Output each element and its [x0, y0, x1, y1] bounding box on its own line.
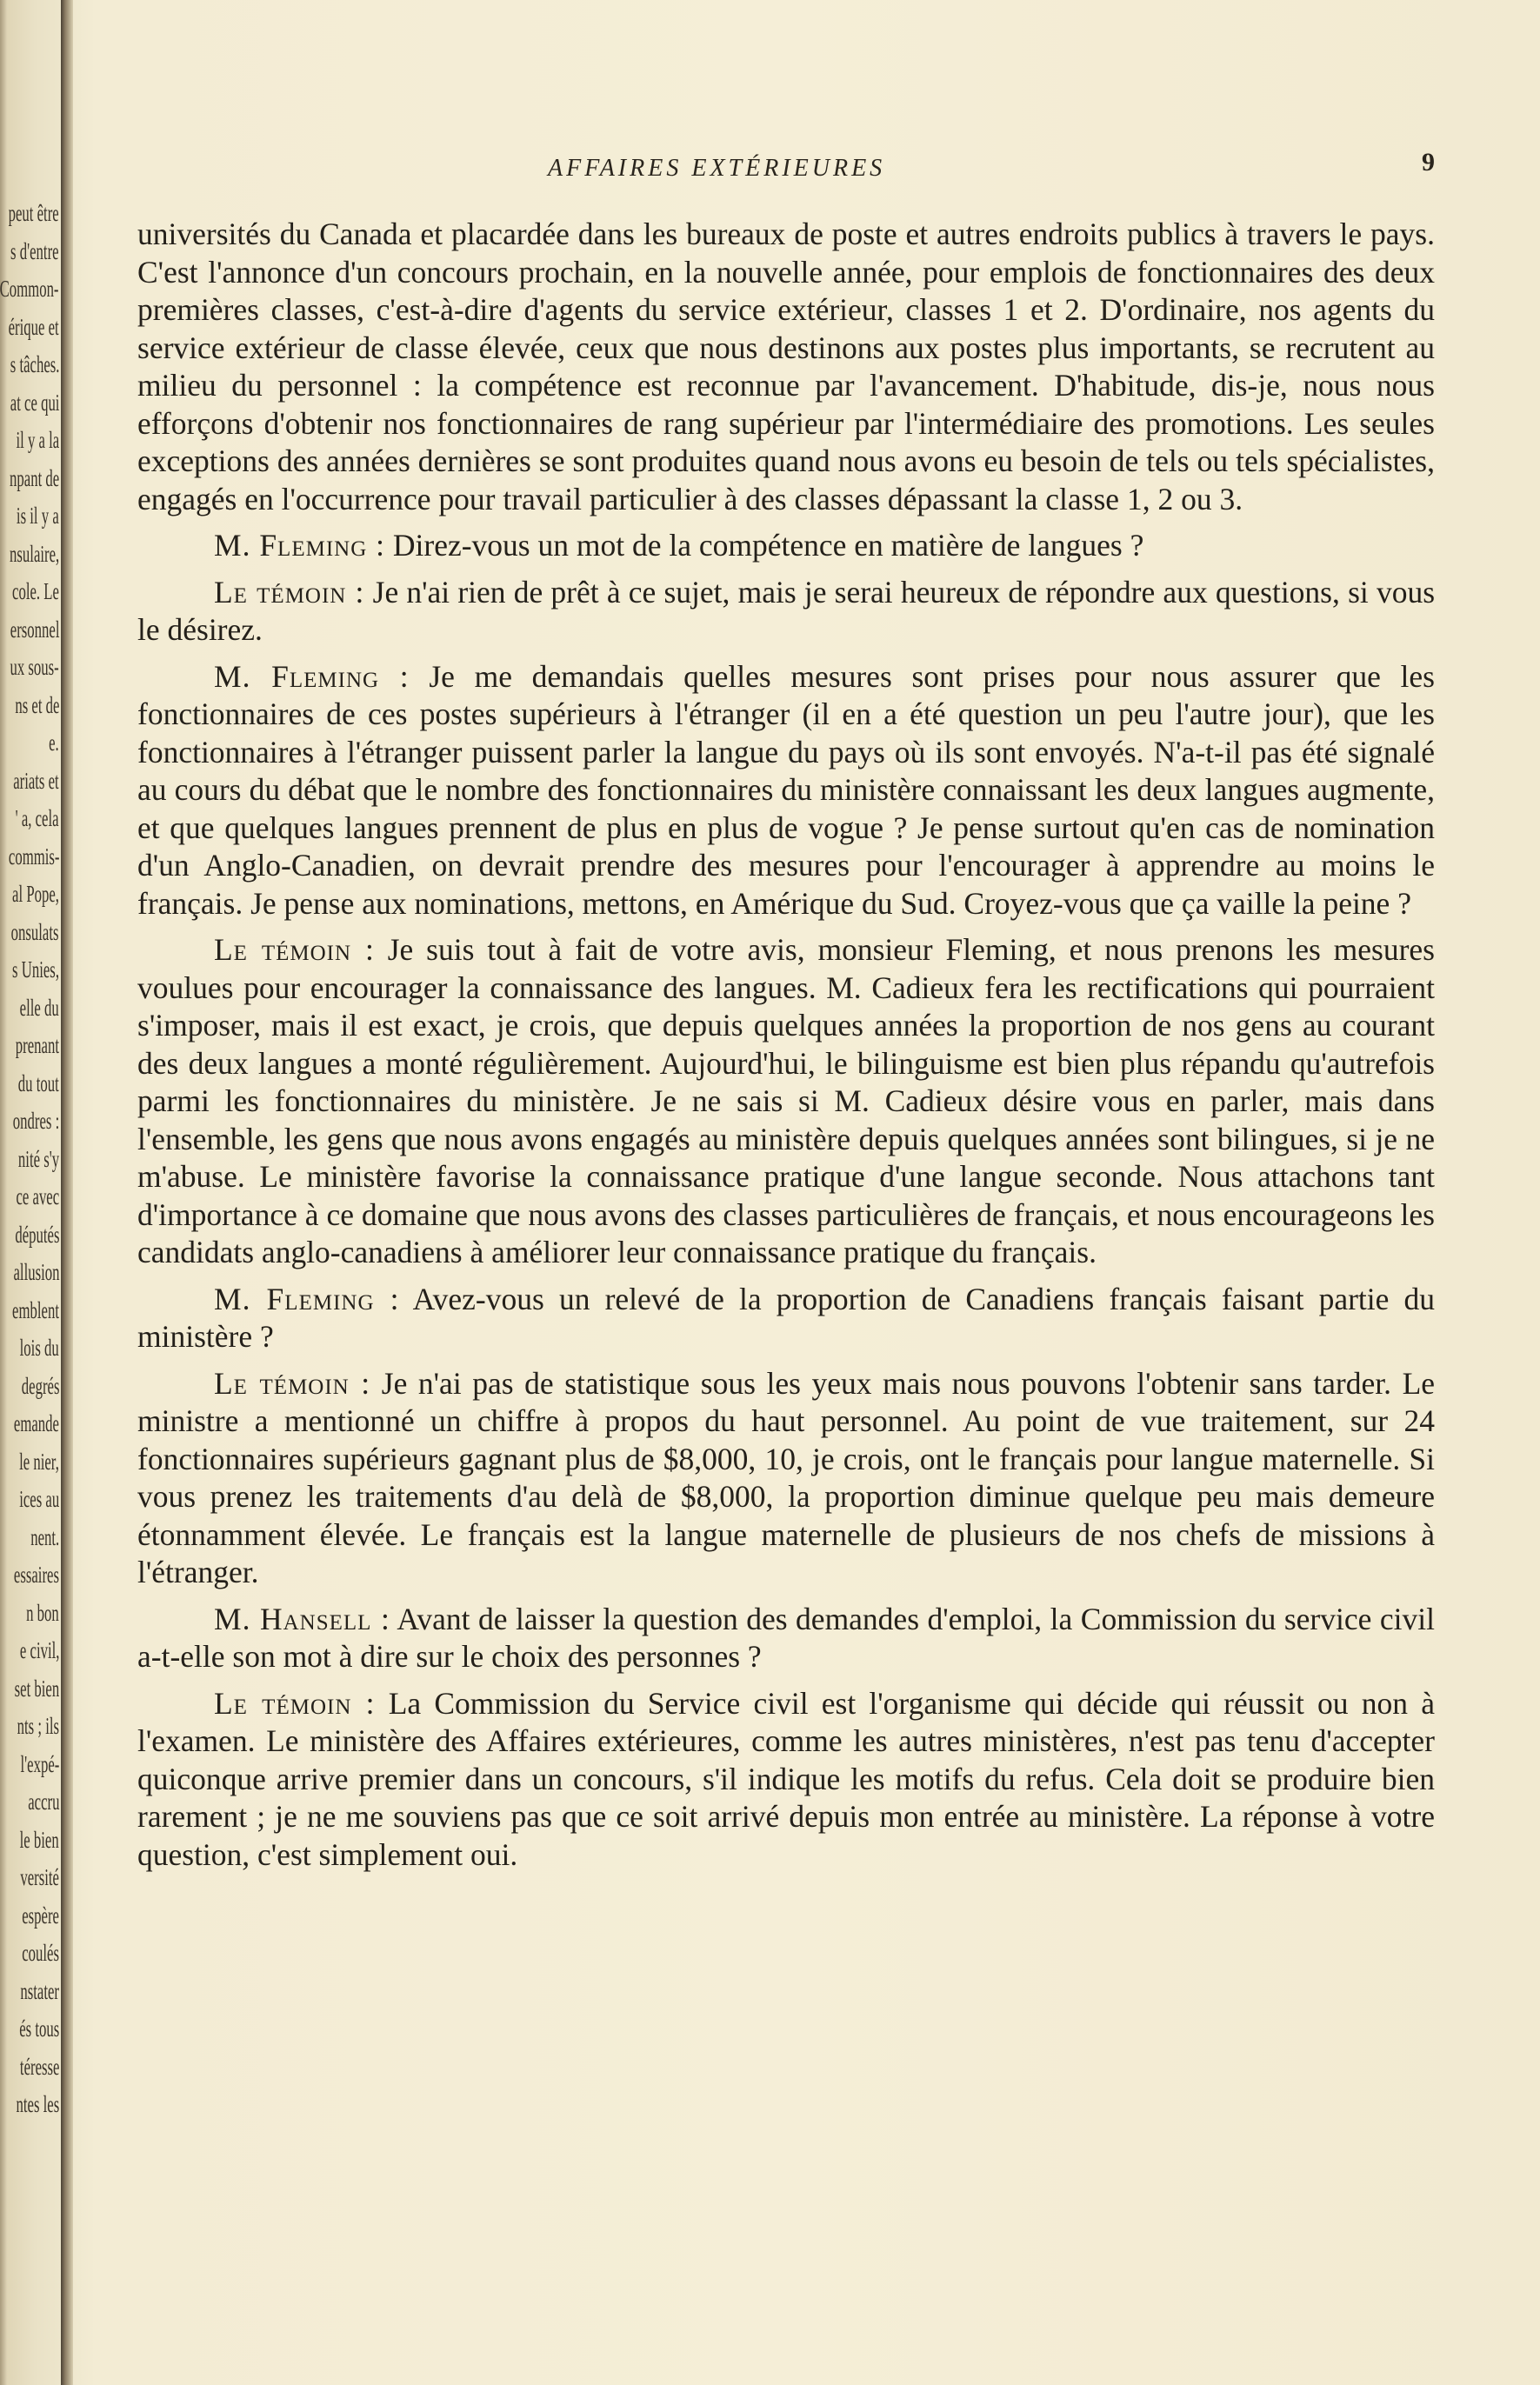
facing-page-fragment: nts ; ils — [17, 1713, 59, 1739]
facing-page-fragment: emblent — [12, 1296, 59, 1323]
facing-page-fragment: députés — [14, 1221, 59, 1248]
facing-page-fragment: lois du — [19, 1335, 59, 1361]
running-head-title: AFFAIRES EXTÉRIEURES — [548, 155, 886, 182]
paragraph — [137, 574, 1435, 650]
speaker-label: Le témoin : — [214, 932, 375, 967]
paragraph — [137, 1685, 1435, 1875]
paragraph — [137, 527, 1435, 565]
facing-page-fragment: al Pope, — [12, 881, 59, 907]
facing-page-fragment: nent. — [30, 1523, 59, 1550]
paragraph — [137, 1281, 1435, 1356]
paragraph-text: La Commission du Service civil est l'organisme qui décide qui réussit ou non à l'examen. Le ministère des Affaires extérieures, comme les autres ministères, n'est pas tenu d'accepter quiconque arrive premier dans un concours, s'il indique les motifs du refus. Cela doit se produire bien rarement ; je ne me souviens pas que ce soit arrivé depuis mon entrée au ministère. La réponse à votre question, c'est simplement oui. — [137, 1685, 1435, 1872]
facing-page-fragment: nité s'y — [17, 1145, 59, 1172]
speaker-label: M. Fleming : — [214, 658, 410, 694]
page-number: 9 — [1422, 148, 1435, 177]
paragraph — [137, 216, 1435, 518]
facing-page-fragment: at ce qui — [10, 389, 59, 416]
facing-page-fragment: versité — [20, 1864, 59, 1890]
facing-page-fragment: nstater — [20, 1977, 59, 2004]
facing-page-fragment: ce avec — [16, 1183, 59, 1209]
facing-page-fragment: Common- — [0, 276, 59, 302]
facing-page-fragment: accru — [27, 1789, 59, 1815]
facing-page-fragment: le nier, — [19, 1448, 59, 1475]
facing-page-fragment: l'expé- — [20, 1750, 59, 1777]
running-head — [139, 148, 1461, 191]
paragraph — [137, 658, 1435, 923]
speaker-label: Le témoin : — [214, 1685, 376, 1721]
facing-page-fragment: ersonnel — [10, 616, 59, 643]
facing-page-fragment: ntes les — [16, 2091, 59, 2117]
facing-page-fragment: ' a, cela — [16, 805, 59, 831]
facing-page-fragment: s tâches. — [10, 351, 59, 377]
facing-page-fragment: is il y a — [17, 503, 59, 529]
facing-page-fragment: le bien — [19, 1826, 59, 1853]
facing-page-fragment: emande — [13, 1410, 59, 1436]
facing-page-fragment: e civil, — [19, 1637, 59, 1663]
speaker-label: M. Hansell : — [214, 1601, 390, 1636]
facing-page-fragment: ux sous- — [10, 654, 59, 680]
facing-page-fragment: elle du — [19, 994, 59, 1021]
speaker-label: M. Fleming : — [214, 528, 386, 563]
facing-page-fragments — [0, 200, 59, 2117]
paragraph-text: Direz-vous un mot de la compétence en matière de langues ? — [392, 528, 1144, 563]
paragraph-text: Avant de laisser la question des demandes d'emploi, la Commission du service civil a-t-elle son mot à dire sur le choix des personnes ? — [137, 1601, 1435, 1674]
facing-page-fragment: nsulaire, — [9, 540, 59, 567]
facing-page-fragment: érique et — [8, 313, 59, 340]
facing-page-fragment: espère — [22, 1902, 59, 1929]
facing-page-fragment: allusion — [12, 1259, 59, 1285]
facing-page-fragment: du tout — [18, 1069, 59, 1096]
facing-page-fragment: npant de — [9, 464, 59, 491]
body-text — [137, 216, 1435, 1882]
facing-page-fragment: onsulats — [11, 918, 59, 945]
facing-page-fragment: commis- — [8, 843, 59, 869]
paragraph-text: universités du Canada et placardée dans les bureaux de poste et autres endroits publics à travers le pays. C'est l'annonce d'un concours prochain, en la nouvelle année, pour emplois de fonctionnaires des deux premières classes, c'est-à-dire d'agents du service extérieur, classes 1 et 2. D'ordinaire, nos agents du service extérieur de classe élevée, ceux que nous destinons aux postes plus importants, se recrutent au milieu du personnel : la compétence est reconnue par l'avancement. D'habitude, dis-je, nous nous efforçons d'obtenir nos fonctionnaires de rang supérieur par l'intermédiaire des promotions. Les seules exceptions des années dernières se sont produites quand nous avons eu besoin de tels ou tels spécialistes, engagés en l'occurrence pour travail particulier à des classes dépassant la classe 1, 2 ou 3. — [137, 217, 1435, 516]
facing-page-fragment: coulés — [22, 1940, 59, 1966]
facing-page-fragment: cole. Le — [12, 578, 59, 604]
facing-page-fragment: téresse — [19, 2053, 59, 2080]
facing-page-fragment: ariats et — [13, 767, 59, 794]
speaker-label: Le témoin : — [214, 1365, 371, 1401]
facing-page-fragment: n bon — [26, 1599, 59, 1626]
paragraph — [137, 1365, 1435, 1592]
paragraph-text: Je suis tout à fait de votre avis, monsieur Fleming, et nous prenons les mesures voulues pour encourager la connaissance des langues. M. Cadieux fera les rectifications qui pourraient s'imposer, mais il est exact, je crois, que depuis quelques années la proportion de nos gens au courant des deux langues a monté régulièrement. Aujourd'hui, le bilinguisme est bien plus répandu qu'autrefois parmi les fonctionnaires du ministère. Je ne sais si M. Cadieux désire vous en parler, mais dans l'ensemble, les gens que nous avons engagés au ministère depuis quelques années sont bilingues, si je ne m'abuse. Le ministère favorise la connaissance pratique d'une langue seconde. Nous attachons tant d'importance à ce domaine que nous avons des classes particulières de français, et nous encourageons les candidats anglo-canadiens à améliorer leur connaissance pratique du français. — [137, 932, 1435, 1269]
facing-page-fragment: degrés — [21, 1372, 59, 1399]
binding-gutter — [61, 0, 73, 2385]
facing-page-fragment: peut être — [8, 200, 59, 226]
paragraph — [137, 1601, 1435, 1676]
paragraph-text: Je me demandais quelles mesures sont prises pour nous assurer que les fonctionnaires de ces postes supérieurs à l'étranger (il en a été question un peu l'autre jour), que les fonctionnaires à l'étranger puissent parler la langue du pays où ils sont envoyés. N'a-t-il pas été signalé au cours du débat que le nombre des fonctionnaires du ministère connaissant les deux langues augmente, et que quelques langues prennent de plus en plus de vogue ? Je pense surtout qu'en cas de nomination d'un Anglo-Canadien, on devrait prendre des mesures pour l'encourager à apprendre au moins le français. Je pense aux nominations, mettons, en Amérique du Sud. Croyez-vous que ça vaille la peine ? — [137, 658, 1435, 921]
facing-page-fragment: set bien — [14, 1675, 59, 1702]
paragraph-text: Avez-vous un relevé de la proportion de Canadiens français faisant partie du ministère ? — [137, 1281, 1435, 1354]
paragraph-text: Je n'ai rien de prêt à ce sujet, mais je serai heureux de répondre aux questions, si vous le désirez. — [137, 574, 1436, 647]
facing-page-fragment: essaires — [13, 1562, 59, 1588]
facing-page-fragment: ondres : — [12, 1108, 59, 1134]
speaker-label: Le témoin : — [214, 574, 365, 610]
facing-page-fragment: és tous — [18, 2015, 59, 2042]
facing-page-fragment: s d'entre — [10, 237, 59, 264]
facing-page-fragment: e. — [49, 729, 59, 756]
facing-page-fragment: s Unies, — [12, 956, 59, 983]
facing-page-fragment: ices au — [18, 1486, 59, 1512]
facing-page-fragment: prenant — [15, 1032, 59, 1058]
paragraph — [137, 931, 1435, 1272]
paragraph-text: Je n'ai pas de statistique sous les yeux mais nous pouvons l'obtenir sans tarder. Le ministre a mentionné un chiffre à propos du haut personnel. Au point de vue traitement, sur 24 fonctionnaires supérieurs gagnant plus de $8,000, 10, je crois, ont le français pour langue maternelle. Si vous prenez les traitements d'au delà de $8,000, la proportion diminue quelque peu mais demeure étonnamment élevée. Le français est la langue maternelle de plusieurs de nos chefs de missions à l'étranger. — [137, 1365, 1436, 1589]
facing-page-fragment: il y a la — [16, 427, 59, 453]
facing-page-fragment: ns et de — [14, 691, 59, 718]
speaker-label: M. Fleming : — [214, 1281, 400, 1316]
